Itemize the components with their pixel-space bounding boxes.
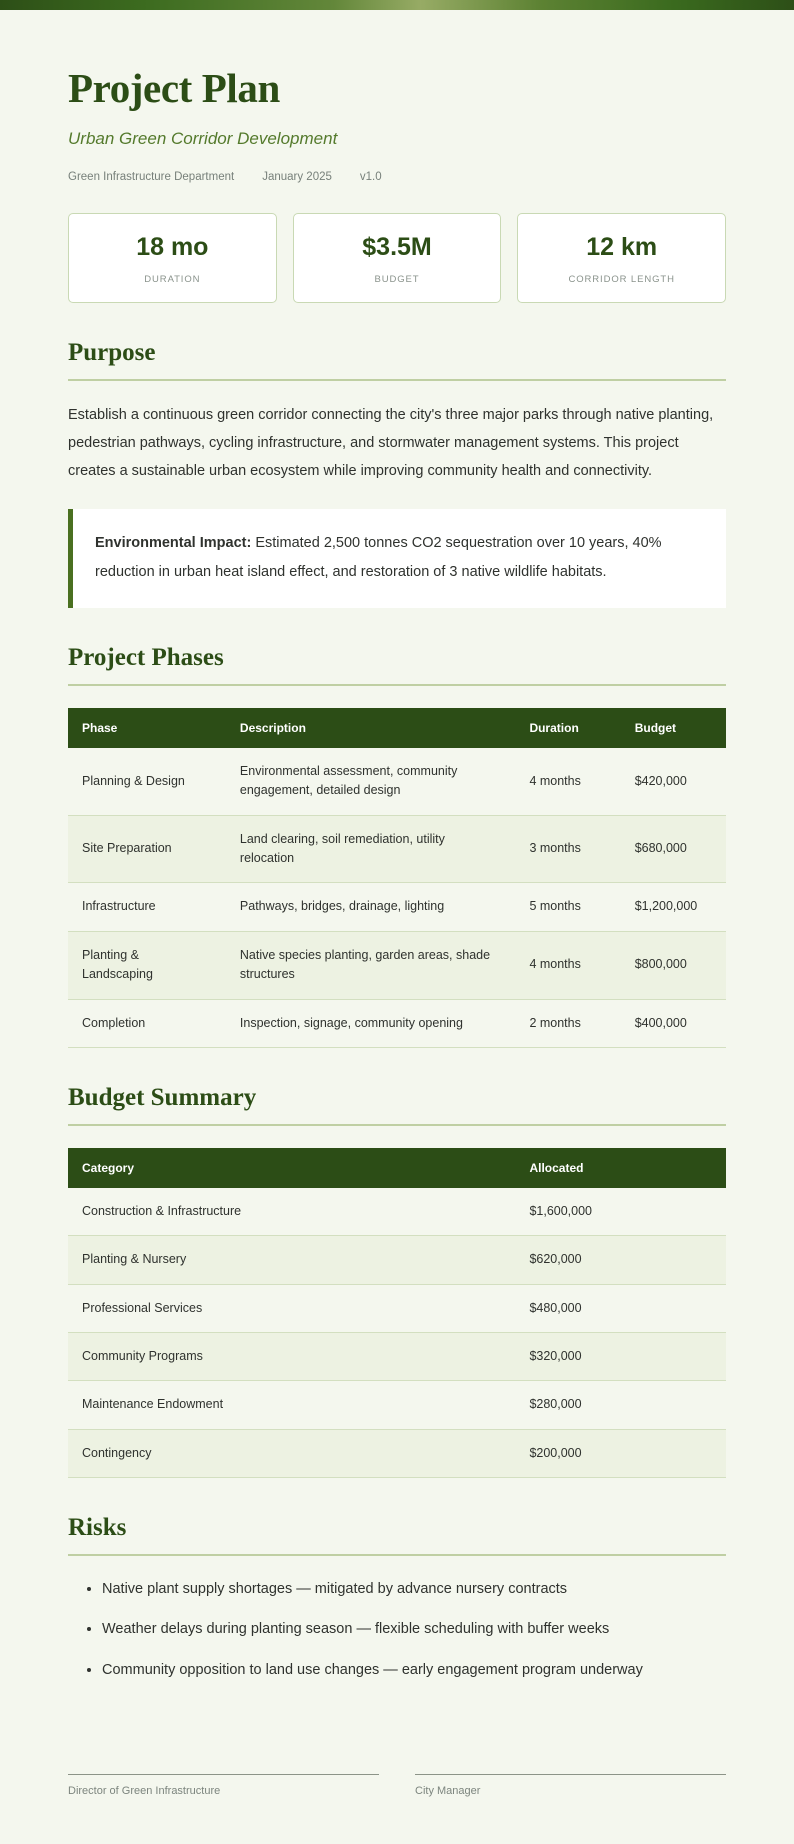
cell-allocated: $200,000 [515,1429,726,1477]
signature-block [68,1774,726,1797]
column-header-budget: Budget [621,708,726,748]
stat-card-corridor-length [517,213,726,303]
section-heading: Risks [68,1514,127,1542]
cell-description: Pathways, bridges, drainage, lighting [226,883,516,931]
list-item: • Community opposition to land use changes — early engagement program underway [102,1659,726,1682]
signature-label: Director of Green Infrastructure [68,1784,221,1797]
cell-description: Native species planting, garden areas, shade structures [226,931,516,999]
section-heading: Purpose [68,338,156,366]
table-row [68,931,726,999]
column-header-category: Category [68,1148,515,1188]
cell-category: Maintenance Endowment [68,1381,515,1429]
column-header-allocated: Allocated [515,1148,726,1188]
section-divider [68,379,726,381]
cell-budget: $1,200,000 [621,883,726,931]
cell-phase: Planning & Design [68,748,226,815]
cell-category: Contingency [68,1429,515,1477]
table-header-row [68,708,726,748]
signature-city-manager [415,1774,726,1797]
cell-category: Construction & Infrastructure [68,1188,515,1236]
stat-label: DURATION [144,273,201,285]
signature-director [68,1774,379,1797]
stat-card-group [68,213,726,303]
cell-phase: Planting & Landscaping [68,931,226,999]
cell-category: Community Programs [68,1333,515,1381]
cell-phase: Completion [68,999,226,1047]
list-item: • Weather delays during planting season — flexible scheduling with buffer weeks [102,1618,726,1641]
section-risks [68,1514,726,1682]
budget-table [68,1148,726,1478]
cell-duration: 4 months [515,931,620,999]
table-row [68,1284,726,1332]
section-purpose [68,339,726,608]
stat-value: 18 mo [136,233,209,262]
page-title: Project Plan [68,65,280,111]
signature-line [415,1774,726,1775]
table-row [68,748,726,815]
cell-description: Land clearing, soil remediation, utility relocation [226,815,516,883]
cell-allocated: $320,000 [515,1333,726,1381]
cell-phase: Site Preparation [68,815,226,883]
cell-duration: 2 months [515,999,620,1047]
signature-label: City Manager [415,1784,481,1797]
cell-category: Professional Services [68,1284,515,1332]
cell-description: Inspection, signage, community opening [226,999,516,1047]
cell-allocated: $280,000 [515,1381,726,1429]
meta-version: v1.0 [359,171,382,184]
section-divider [68,1124,726,1126]
stat-value: $3.5M [362,233,432,262]
cell-phase: Infrastructure [68,883,226,931]
cell-duration: 5 months [515,883,620,931]
document-page [0,10,794,1837]
list-item: • Native plant supply shortages — mitigated by advance nursery contracts [102,1578,726,1601]
column-header-phase: Phase [68,708,226,748]
stat-value: 12 km [586,233,658,262]
stat-label: CORRIDOR LENGTH [568,273,675,285]
cell-category: Planting & Nursery [68,1236,515,1284]
section-divider [68,1554,726,1556]
cell-allocated: $620,000 [515,1236,726,1284]
cell-allocated: $1,600,000 [515,1188,726,1236]
stat-label: BUDGET [374,273,420,285]
document-header [68,66,726,183]
header-accent-bar [0,0,794,10]
phases-table [68,708,726,1048]
risks-list [68,1578,726,1682]
table-row [68,1333,726,1381]
signature-line [68,1774,379,1775]
table-row [68,1188,726,1236]
cell-duration: 3 months [515,815,620,883]
callout-label: Environmental Impact: [95,535,252,552]
table-row [68,815,726,883]
cell-allocated: $480,000 [515,1284,726,1332]
section-heading: Budget Summary [68,1083,257,1111]
table-row [68,1236,726,1284]
stat-card-budget [293,213,502,303]
cell-budget: $400,000 [621,999,726,1047]
section-heading: Project Phases [68,643,224,671]
table-row [68,883,726,931]
meta-date: January 2025 [262,171,332,184]
table-row [68,999,726,1047]
callout-text: Estimated 2,500 tonnes CO2 sequestration over 10 years, 40% reduction in urban heat island effect, and restoration of 3 native wildlife habitats. [95,535,662,580]
environmental-impact-callout [68,509,726,608]
section-project-phases [68,644,726,1048]
section-budget-summary [68,1084,726,1478]
column-header-duration: Duration [515,708,620,748]
page-subtitle: Urban Green Corridor Development [68,129,338,149]
stat-card-duration [68,213,277,303]
cell-budget: $420,000 [621,748,726,815]
cell-budget: $800,000 [621,931,726,999]
table-header-row [68,1148,726,1188]
section-divider [68,684,726,686]
table-row [68,1381,726,1429]
table-row [68,1429,726,1477]
cell-description: Environmental assessment, community engagement, detailed design [226,748,516,815]
column-header-description: Description [226,708,516,748]
purpose-body: Establish a continuous green corridor connecting the city's three major parks through native planting, pedestrian pathways, cycling infrastructure, and stormwater management systems. This project creates a sustainable urban ecosystem while improving community health and connectivity. [68,406,714,480]
cell-duration: 4 months [515,748,620,815]
document-meta [68,171,726,183]
cell-budget: $680,000 [621,815,726,883]
meta-department: Green Infrastructure Department [68,171,235,184]
